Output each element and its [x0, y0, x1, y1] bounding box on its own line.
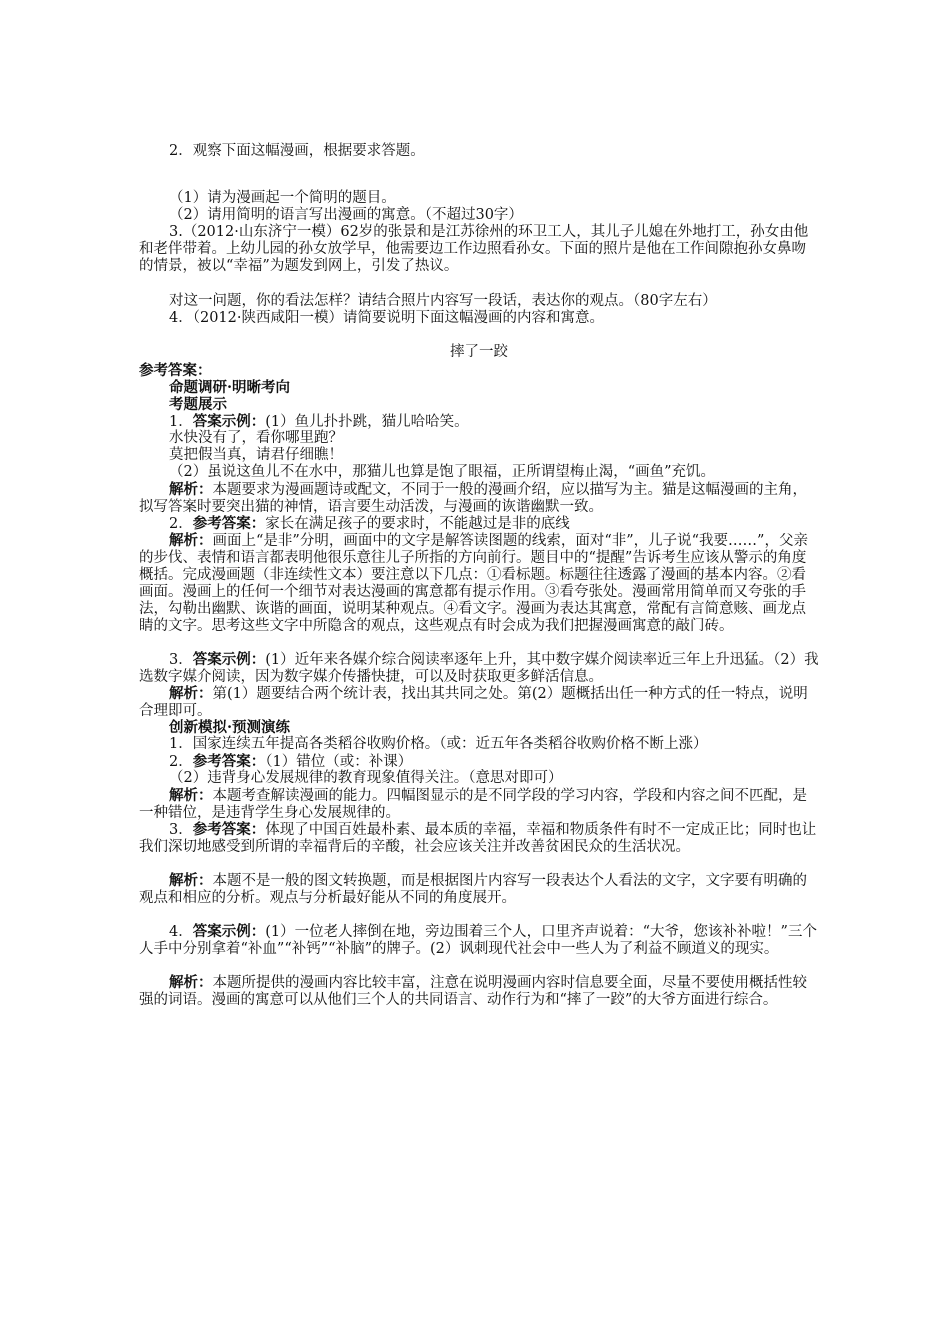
analysis-1 [139, 481, 819, 516]
analysis-1-label: 解析： [169, 481, 213, 498]
analysis-3 [139, 685, 819, 720]
answer-1-line3: 莫把假当真，请君仔细瞧！ [169, 447, 343, 463]
mock-answer-2-text: （1）错位（或：补课） [265, 754, 413, 770]
mock-answer-4-text: (1）一位老人摔倒在地，旁边围着三个人，口里齐声说着：“大爷，您该补补啦！”三个人手中分别拿着“补血”“补钙”“补脑”的牌子。(2）讽刺现代社会中一些人为了利益不顾道义的现实。 [139, 924, 817, 957]
cartoon-title: 摔了一跤 [450, 344, 508, 360]
answer-2-text: 家长在满足孩子的要求时，不能越过是非的底线 [265, 516, 570, 532]
q3-text: 3.（2012·山东济宁一模）62岁的张景和是江苏徐州的环卫工人，其儿子儿媳在外地打工，孙女由他和老伴带着。上幼儿园的孙女放学早，他需要边工作边照看孙女。下面的照片是他在工作间隙抱孙女鼻吻的情景，被以“幸福”为题发到网上，引发了热议。 [139, 224, 809, 274]
answer-1-text: (1）鱼儿扑扑跳，猫儿哈哈笑。 [265, 414, 469, 430]
mock-answer-4 [139, 923, 819, 958]
mock-answer-2-number: 2． [169, 754, 193, 770]
answer-2-label: 参考答案： [192, 515, 266, 532]
mock-analysis-2 [139, 787, 819, 822]
mock-answer-3-label: 参考答案： [192, 821, 266, 838]
q2-part2: （2）请用简明的语言写出漫画的寓意。（不超过30字） [169, 207, 523, 223]
mock-answer-2-line2: （2）违背身心发展规律的教育现象值得关注。（意思对即可） [169, 770, 563, 786]
mock-analysis-4-label: 解析： [169, 974, 213, 991]
mock-analysis-3-text: 本题不是一般的图文转换题，而是根据图片内容写一段表达个人看法的文字，文字要有明确的观点和相应的分析。观点与分析最好能从不同的角度展开。 [139, 873, 807, 906]
analysis-1-text: 本题要求为漫画题诗或配文，不同于一般的漫画介绍，应以描写为主。猫是这幅漫画的主角，拟写答案时要突出猫的神情，语言要生动活泼，与漫画的诙谐幽默一致。 [139, 482, 807, 515]
answer-2 [139, 515, 819, 533]
analysis-2 [139, 532, 819, 635]
analysis-2-label: 解析： [169, 532, 213, 549]
answer-1 [139, 413, 819, 431]
answer-heading: 参考答案： [139, 362, 212, 379]
q2-part1: （1）请为漫画起一个简明的题目。 [169, 190, 396, 206]
answer-1-line2: 水快没有了，看你哪里跑？ [169, 430, 343, 446]
mock-analysis-4 [139, 974, 819, 1009]
answer-3-label: 答案示例： [192, 651, 266, 668]
analysis-2-text: 画面上“是非”分明，画面中的文字是解答读图题的线索，面对“非”，儿子说“我要……”，父亲的步伐、表情和语言都表明他很乐意往儿子所指的方向前行。题目中的“提醒”告诉考生应该从警示的角度概括。完成漫画题（非连续性文本）要注意以下几点：①看标题。标题往往透露了漫画的基本内容。②看画面。漫画上的任何一个细节对表达漫画的寓意都有提示作用。③看夸张处。漫画常用简单而又夸张的手法，勾勒出幽默、诙谐的画面，说明某种观点。④看文字。漫画为表达其寓意，常配有言简意赅、画龙点睛的文字。思考这些文字中所隐含的观点，这些观点有时会成为我们把握漫画寓意的敲门砖。 [139, 533, 808, 634]
analysis-3-text: 第(1）题要结合两个统计表，找出其共同之处。第(2）题概括出任一种方式的任一特点，说明合理即可。 [139, 686, 808, 719]
mock-answer-3-number: 3． [169, 822, 193, 838]
mock-answer-3-text: 体现了中国百姓最朴素、最本质的幸福，幸福和物质条件有时不一定成正比；同时也让我们深切地感受到所谓的幸福背后的辛酸，社会应该关注并改善贫困民众的生活状况。 [139, 822, 817, 855]
mock-answer-1: 1．国家连续五年提高各类稻谷收购价格。（或：近五年各类稻谷收购价格不断上涨） [169, 736, 708, 752]
mock-answer-4-label: 答案示例： [192, 923, 266, 940]
section-heading-1: 命题调研·明晰考向 [169, 379, 291, 396]
mock-analysis-3 [139, 872, 819, 907]
mock-answer-3 [139, 821, 819, 856]
section-heading-2: 创新模拟·预测演练 [169, 719, 291, 736]
answer-3 [139, 651, 819, 686]
answer-3-text: (1）近年来各媒介综合阅读率逐年上升，其中数字媒介阅读率近三年上升迅猛。（2）我选数字媒介阅读，因为数字媒介传播快捷，可以及时获取更多鲜活信息。 [139, 652, 819, 685]
mock-answer-2-label: 参考答案： [192, 753, 266, 770]
mock-answer-2 [139, 753, 819, 771]
q2-stem: 2．观察下面这幅漫画，根据要求答题。 [169, 143, 425, 159]
answer-1-label: 答案示例： [192, 413, 266, 430]
mock-answer-4-number: 4． [169, 924, 193, 940]
mock-analysis-2-label: 解析： [169, 787, 213, 804]
q4-text: 4．（2012·陕西咸阳一模）请简要说明下面这幅漫画的内容和寓意。 [169, 310, 604, 326]
answer-1-number: 1． [169, 414, 193, 430]
mock-analysis-3-label: 解析： [169, 872, 213, 889]
q3-ask: 对这一问题，你的看法怎样？请结合照片内容写一段话，表达你的观点。（80字左右） [169, 293, 717, 309]
section-subheading: 考题展示 [169, 396, 227, 413]
answer-1-line4: （2）虽说这鱼儿不在水中，那猫儿也算是饱了眼福，正所谓望梅止渴，“画鱼”充饥。 [169, 464, 716, 480]
analysis-3-label: 解析： [169, 685, 213, 702]
mock-analysis-2-text: 本题考查解读漫画的能力。四幅图显示的是不同学段的学习内容，学段和内容之间不匹配，是一种错位，是违背学生身心发展规律的。 [139, 788, 807, 821]
answer-2-number: 2． [169, 516, 193, 532]
mock-analysis-4-text: 本题所提供的漫画内容比较丰富，注意在说明漫画内容时信息要全面，尽量不要使用概括性较强的词语。漫画的寓意可以从他们三个人的共同语言、动作行为和“摔了一跤”的大爷方面进行综合。 [139, 975, 807, 1008]
answer-3-number: 3． [169, 652, 193, 668]
